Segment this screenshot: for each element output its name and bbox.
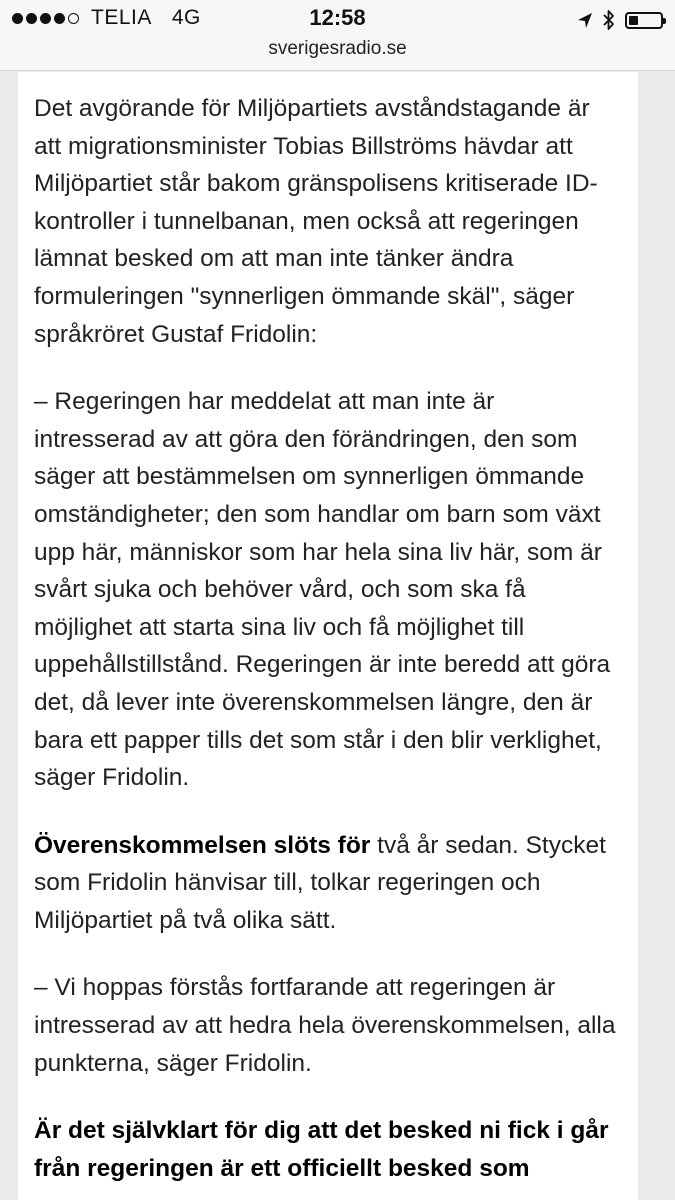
carrier-name: TELIA <box>91 6 152 29</box>
paragraph-1: Det avgörande för Miljöpartiets avståndstagande är att migrationsminister Tobias Billströms hävdar att Miljöpartiet står bakom gränspolisens kritiserade ID-kontroller i tunnelbanan, men också att regeringen lämnat besked om att man inte tänker ändra formuleringen "synnerligen ömmande skäl", säger språkröret Gustaf Fridolin: <box>34 95 598 348</box>
paragraph-2: – Regeringen har meddelat att man inte är intresserad av att göra den förändringen, den som säger att bestämmelsen om synnerligen ömmande omständigheter; den som handlar om barn som växt upp här, människor som har hela sina liv här, som är svårt sjuka och behöver vård, och som ska få möjlighet att starta sina liv och få möjlighet till uppehållstillstånd. Regeringen är inte beredd att göra det, då lever inte överenskommelsen längre, den är bara ett papper tills det som står i den blir verklighet, säger Fridolin. <box>34 388 611 792</box>
location-arrow-icon <box>577 12 593 29</box>
status-right <box>577 9 663 31</box>
battery-fill <box>629 16 638 25</box>
address-bar[interactable] <box>0 38 675 71</box>
network-type: 4G <box>171 6 201 29</box>
paragraph-3 <box>34 827 620 940</box>
paragraph-3-lead: Överenskommelsen slöts för <box>34 831 371 859</box>
article-content <box>18 72 638 1200</box>
bluetooth-icon <box>603 9 615 31</box>
url-text[interactable]: sverigesradio.se <box>268 38 407 59</box>
paragraph-5-question: Är det självklart för dig att det besked ni fick i går från regeringen är ett officiellt besked som <box>34 1117 609 1182</box>
battery-icon <box>625 12 663 29</box>
status-time: 12:58 <box>309 5 366 30</box>
status-bar <box>0 0 675 38</box>
paragraph-4: – Vi hoppas förstås fortfarande att regeringen är intresserad av att hedra hela överenskommelsen, alla punkterna, säger Fridolin. <box>34 974 616 1077</box>
paragraph-3-text: två år sedan. Stycket som Fridolin hänvisar till, tolkar regeringen och Miljöpartiet på två olika sätt. <box>34 831 606 934</box>
paragraph-5 <box>34 1112 620 1187</box>
article-body <box>18 72 638 1187</box>
